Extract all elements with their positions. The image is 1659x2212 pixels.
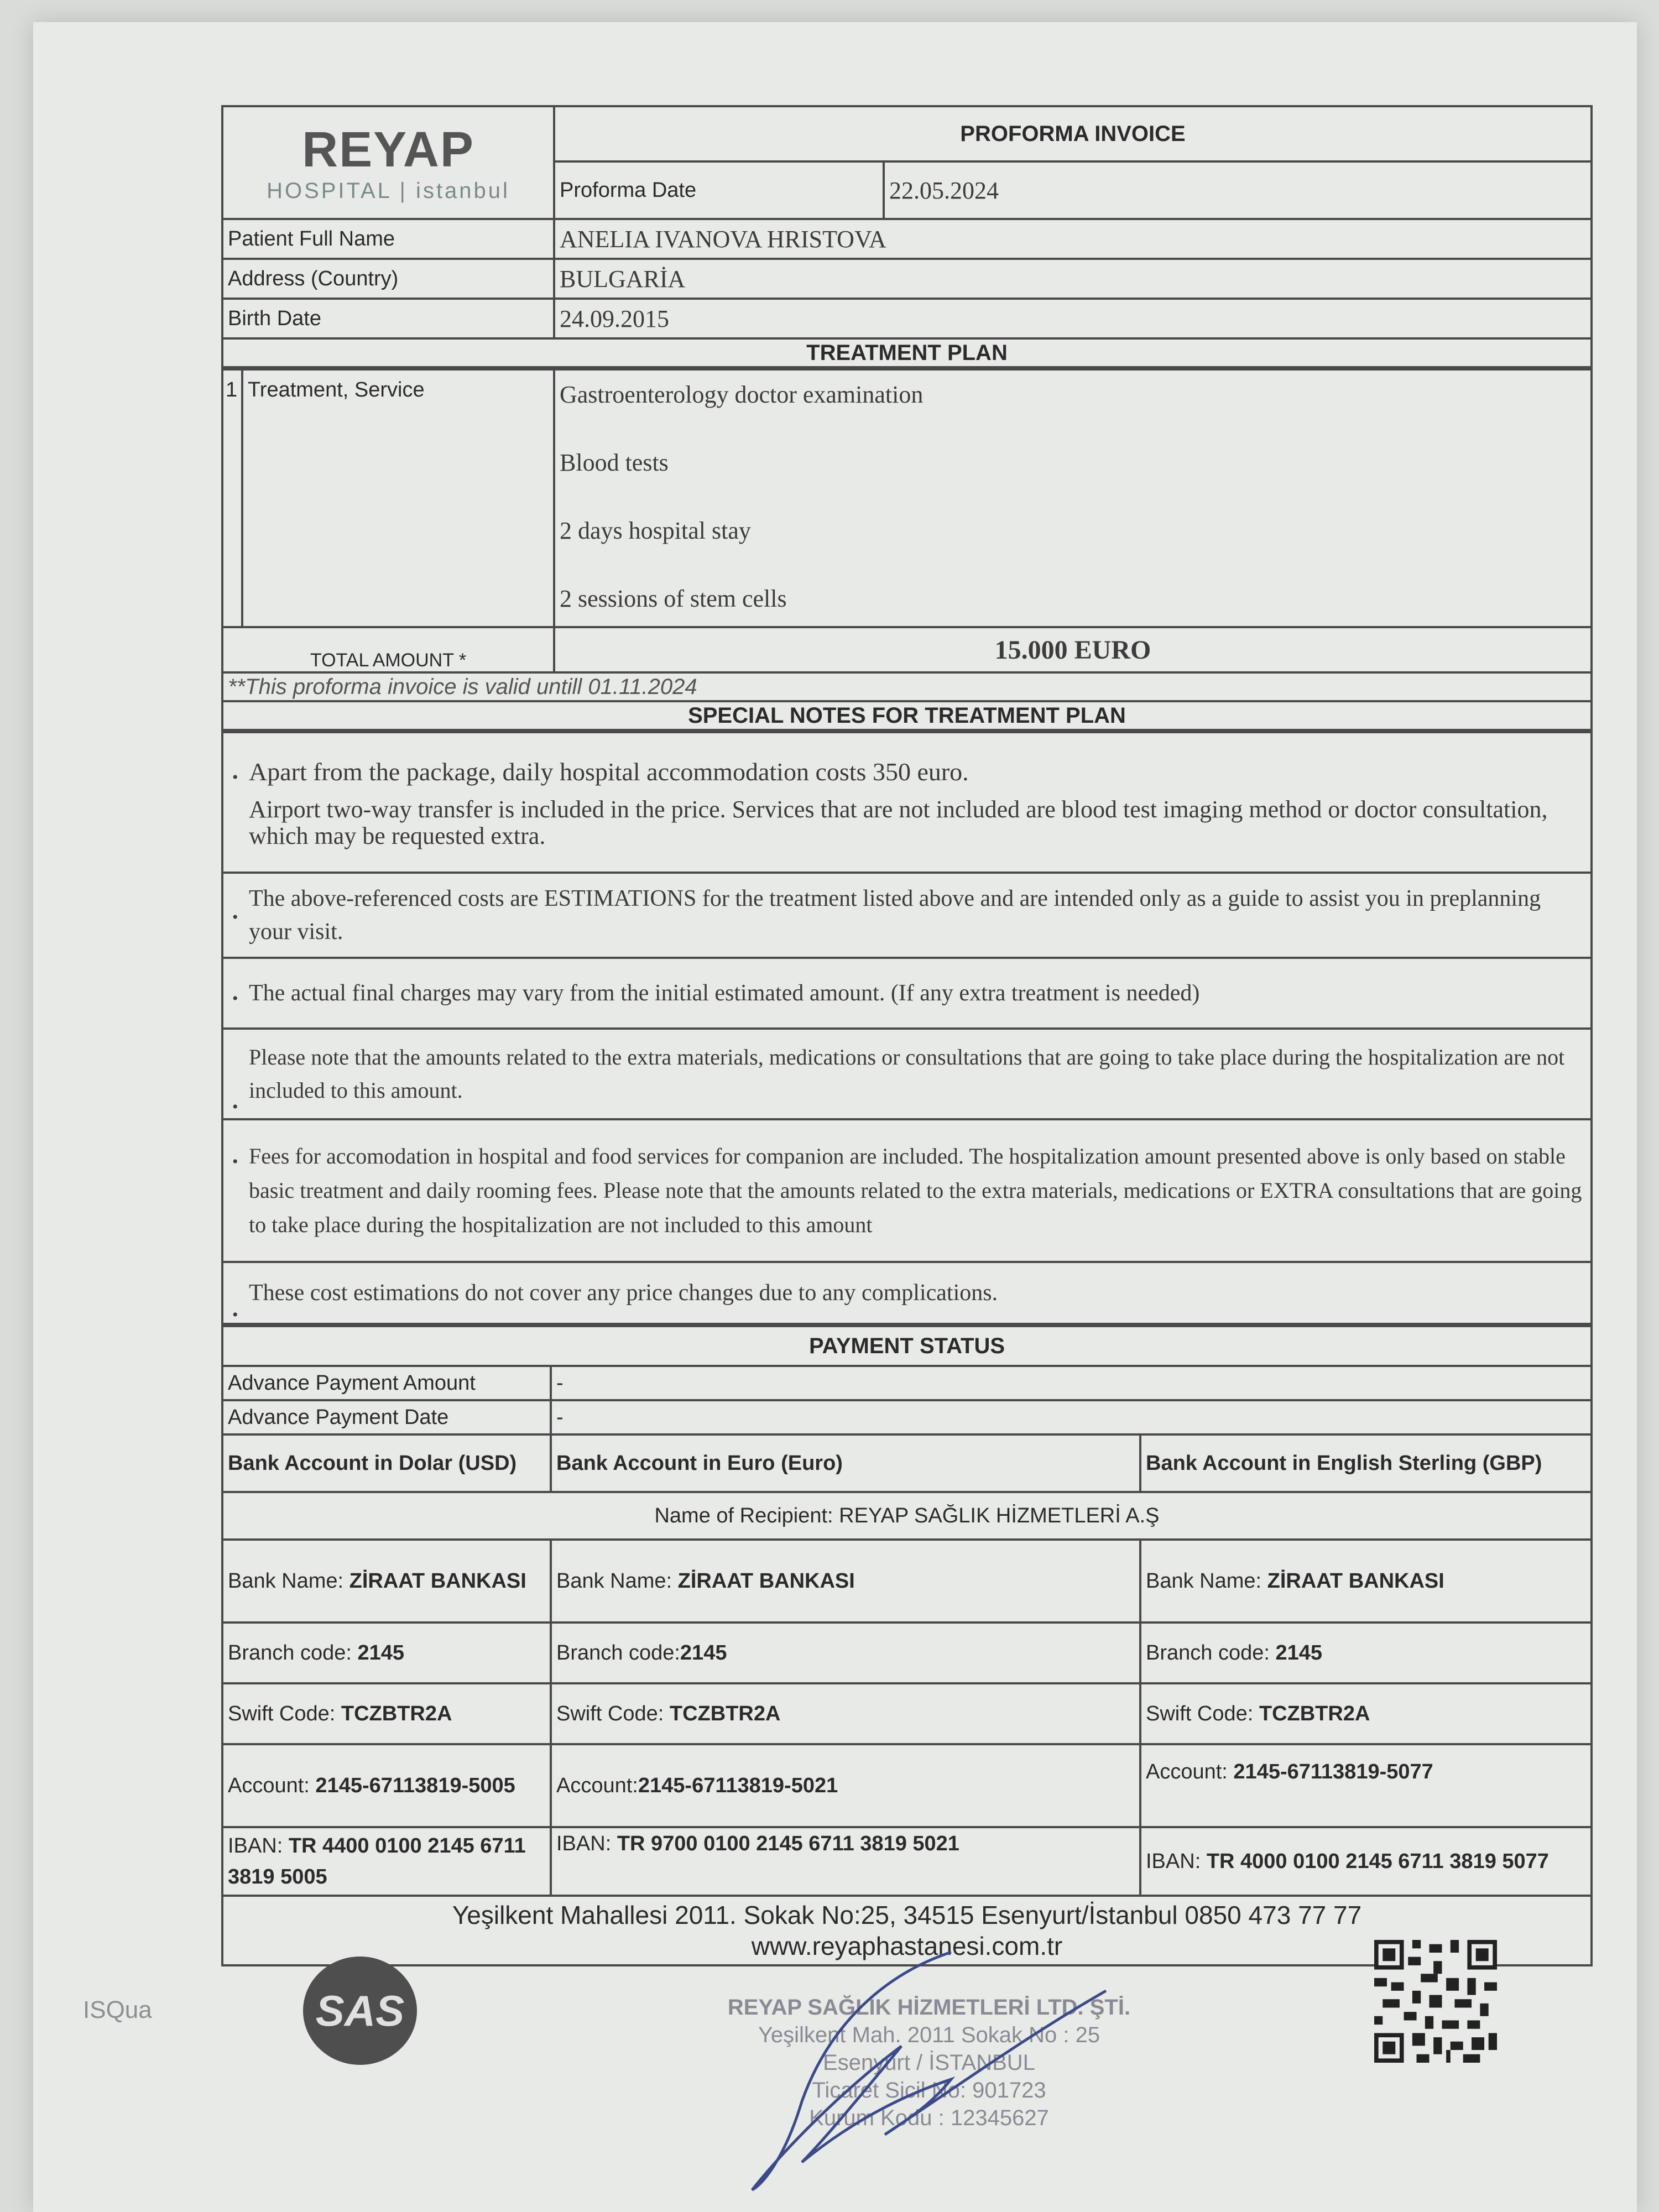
- bank-name-value: ZİRAAT BANKASI: [349, 1569, 526, 1593]
- proforma-date-label: Proforma Date: [554, 161, 884, 219]
- note-item: [228, 1041, 1586, 1116]
- usd-swift-code: [222, 1683, 551, 1744]
- address-label: Address (Country): [222, 259, 554, 299]
- signature-stroke: [752, 1952, 1106, 2190]
- logo-text: REYAP: [302, 122, 474, 178]
- patient-name-label: Patient Full Name: [222, 219, 554, 259]
- note-text: The above-referenced costs are ESTIMATIONS for the treatment listed above and are intended only as a guide to assist you in preplanning your visit.: [249, 886, 1541, 945]
- payment-status-title: PAYMENT STATUS: [222, 1326, 1592, 1366]
- header-table: [221, 105, 1593, 368]
- note-cell: [222, 1119, 1592, 1262]
- eur-account: [551, 1744, 1140, 1827]
- bank-name-value: ZİRAAT BANKASI: [1267, 1569, 1444, 1593]
- note-text: Apart from the package, daily hospital accommodation costs 350 euro.: [249, 758, 969, 786]
- note-text: Airport two-way transfer is included in the price. Services that are not included are blood test imaging method or doctor consultation, which may be requested extra.: [249, 796, 1548, 849]
- eur-column-header: Bank Account in Euro (Euro): [551, 1434, 1140, 1492]
- gbp-bank-name: [1140, 1540, 1592, 1623]
- eur-swift-code: [551, 1683, 1140, 1744]
- branch-value: 2145: [680, 1641, 727, 1665]
- stamp-line: Ticaret Sicil No: 901723: [812, 2078, 1046, 2103]
- stamp-line: Kurum Kodu : 12345627: [809, 2106, 1049, 2130]
- bullet-icon: •: [232, 1306, 238, 1324]
- note-cell: [222, 958, 1592, 1029]
- account-value: 2145-67113819-5005: [315, 1774, 515, 1797]
- recipient-name: Name of Recipient: REYAP SAĞLIK HİZMETLERİ A.Ş: [222, 1492, 1592, 1540]
- sas-logo: [303, 1957, 417, 2065]
- bullet-icon: •: [232, 768, 238, 786]
- gbp-branch-code: [1140, 1623, 1592, 1683]
- bank-name-value: ZİRAAT BANKASI: [677, 1569, 855, 1593]
- payment-table: [221, 1325, 1593, 1966]
- swift-value: TCZBTR2A: [669, 1702, 781, 1725]
- proforma-date-value: 22.05.2024: [884, 161, 1592, 219]
- hospital-logo: [222, 106, 554, 219]
- note-item: [228, 980, 1586, 1006]
- note-item: [228, 755, 1586, 789]
- note-text: These cost estimations do not cover any price changes due to any complications.: [249, 1280, 998, 1306]
- sas-logo-text: SAS: [315, 1986, 405, 2035]
- gbp-swift-code: [1140, 1683, 1592, 1744]
- treatment-label: Treatment, Service: [242, 369, 554, 627]
- advance-amount-value: -: [551, 1366, 1592, 1400]
- swift-label: Swift Code:: [556, 1702, 670, 1725]
- usd-branch-code: [222, 1623, 551, 1683]
- bullet-icon: •: [232, 989, 238, 1008]
- birth-date-label: Birth Date: [222, 299, 554, 338]
- notes-table: [221, 731, 1593, 1325]
- service-item: 2 days hospital stay: [560, 517, 751, 544]
- gbp-column-header: Bank Account in English Sterling (GBP): [1140, 1434, 1592, 1492]
- isqua-logo-text: ISQua: [83, 1996, 152, 2023]
- special-notes-title: SPECIAL NOTES FOR TREATMENT PLAN: [222, 701, 1592, 730]
- signature: [719, 1924, 1217, 2212]
- account-label: Account:: [228, 1774, 316, 1797]
- note-item: [228, 1276, 1586, 1324]
- logo-subtitle: HOSPITAL | istanbul: [267, 179, 510, 203]
- account-label: Account:: [1146, 1760, 1234, 1783]
- swift-label: Swift Code:: [228, 1702, 341, 1725]
- bullet-icon: •: [232, 1152, 238, 1171]
- swift-value: TCZBTR2A: [341, 1702, 452, 1725]
- swift-value: TCZBTR2A: [1259, 1702, 1370, 1725]
- gbp-account: [1140, 1744, 1592, 1827]
- eur-iban: [551, 1827, 1140, 1896]
- iban-label: IBAN:: [228, 1834, 289, 1858]
- treatment-plan-title: TREATMENT PLAN: [222, 338, 1592, 367]
- eur-bank-name: [551, 1540, 1140, 1623]
- advance-date-value: -: [551, 1400, 1592, 1434]
- total-amount-value: 15.000 EURO: [554, 627, 1592, 672]
- bullet-icon: •: [232, 908, 238, 926]
- service-item: 2 sessions of stem cells: [560, 585, 787, 612]
- qr-code-icon: [1370, 1940, 1501, 2063]
- note-item: [228, 1139, 1586, 1242]
- usd-account: [222, 1744, 551, 1827]
- advance-date-label: Advance Payment Date: [222, 1400, 551, 1434]
- branch-label: Branch code:: [1146, 1641, 1276, 1665]
- usd-column-header: Bank Account in Dolar (USD): [222, 1434, 551, 1492]
- service-item: Blood tests: [560, 449, 669, 476]
- stamp-line: Yeşilkent Mah. 2011 Sokak No : 25: [758, 2023, 1100, 2047]
- address-text: Yeşilkent Mahallesi 2011. Sokak No:25, 34515 Esenyurt/İstanbul 0850 473 77 77: [452, 1901, 1362, 1929]
- note-cell: [222, 1029, 1592, 1119]
- account-label: Account:: [556, 1774, 638, 1797]
- bank-name-label: Bank Name:: [228, 1569, 349, 1593]
- iban-value: TR 9700 0100 2145 6711 3819 5021: [617, 1832, 959, 1855]
- bullet-icon: •: [232, 1098, 238, 1116]
- stamp-line: Esenyurt / İSTANBUL: [823, 2051, 1035, 2075]
- iban-value: TR 4400 0100 2145 6711 3819 5005: [228, 1834, 526, 1888]
- branch-label: Branch code:: [228, 1641, 358, 1665]
- note-cell: [222, 732, 1592, 873]
- treatment-number: 1: [222, 369, 242, 627]
- birth-date-value: 24.09.2015: [554, 299, 1592, 338]
- iban-label: IBAN:: [556, 1832, 617, 1855]
- treatment-table: [221, 368, 1593, 731]
- note-text: Please note that the amounts related to the extra materials, medications or consultations that are going to take place during the hospitalization are not included to this amount.: [249, 1045, 1565, 1103]
- note-item: [228, 796, 1586, 849]
- gbp-iban: [1140, 1827, 1592, 1896]
- advance-amount-label: Advance Payment Amount: [222, 1366, 551, 1400]
- isqua-logo: [83, 1996, 152, 2024]
- usd-iban: [222, 1827, 551, 1896]
- branch-value: 2145: [357, 1641, 405, 1665]
- service-list: [554, 369, 1592, 627]
- note-cell: [222, 873, 1592, 958]
- swift-label: Swift Code:: [1146, 1702, 1259, 1725]
- validity-note: **This proforma invoice is valid untill 01.11.2024: [222, 672, 1592, 701]
- note-text: The actual final charges may vary from the initial estimated amount. (If any extra treatment is needed): [249, 980, 1200, 1006]
- account-value: 2145-67113819-5021: [638, 1774, 838, 1797]
- branch-value: 2145: [1275, 1641, 1323, 1665]
- invoice-title: PROFORMA INVOICE: [554, 106, 1592, 161]
- invoice-form: [221, 105, 1593, 1963]
- total-amount-label: TOTAL AMOUNT *: [222, 627, 554, 672]
- address-value: BULGARİA: [554, 259, 1592, 299]
- account-value: 2145-67113819-5077: [1233, 1760, 1433, 1783]
- service-item: Gastroenterology doctor examination: [560, 381, 924, 408]
- usd-bank-name: [222, 1540, 551, 1623]
- note-text: Fees for accomodation in hospital and food services for companion are included. The hospitalization amount presented above is only based on stable basic treatment and daily rooming fees. Please note that the amounts related to the extra materials, medications or EXTRA consultations that are going to take place during the hospitalization are not included to this amount: [249, 1144, 1582, 1237]
- eur-branch-code: [551, 1623, 1140, 1683]
- branch-label: Branch code:: [556, 1641, 680, 1665]
- note-item: [228, 882, 1586, 948]
- website-text: www.reyaphastanesi.com.tr: [751, 1932, 1063, 1960]
- iban-value: TR 4000 0100 2145 6711 3819 5077: [1206, 1850, 1549, 1873]
- patient-name-value: ANELIA IVANOVA HRISTOVA: [554, 219, 1592, 259]
- iban-label: IBAN:: [1146, 1850, 1207, 1873]
- bank-name-label: Bank Name:: [556, 1569, 678, 1593]
- note-cell: [222, 1262, 1592, 1324]
- bank-name-label: Bank Name:: [1146, 1569, 1267, 1593]
- stamp-line: REYAP SAĞLIK HİZMETLERİ LTD. ŞTİ.: [727, 1995, 1131, 2020]
